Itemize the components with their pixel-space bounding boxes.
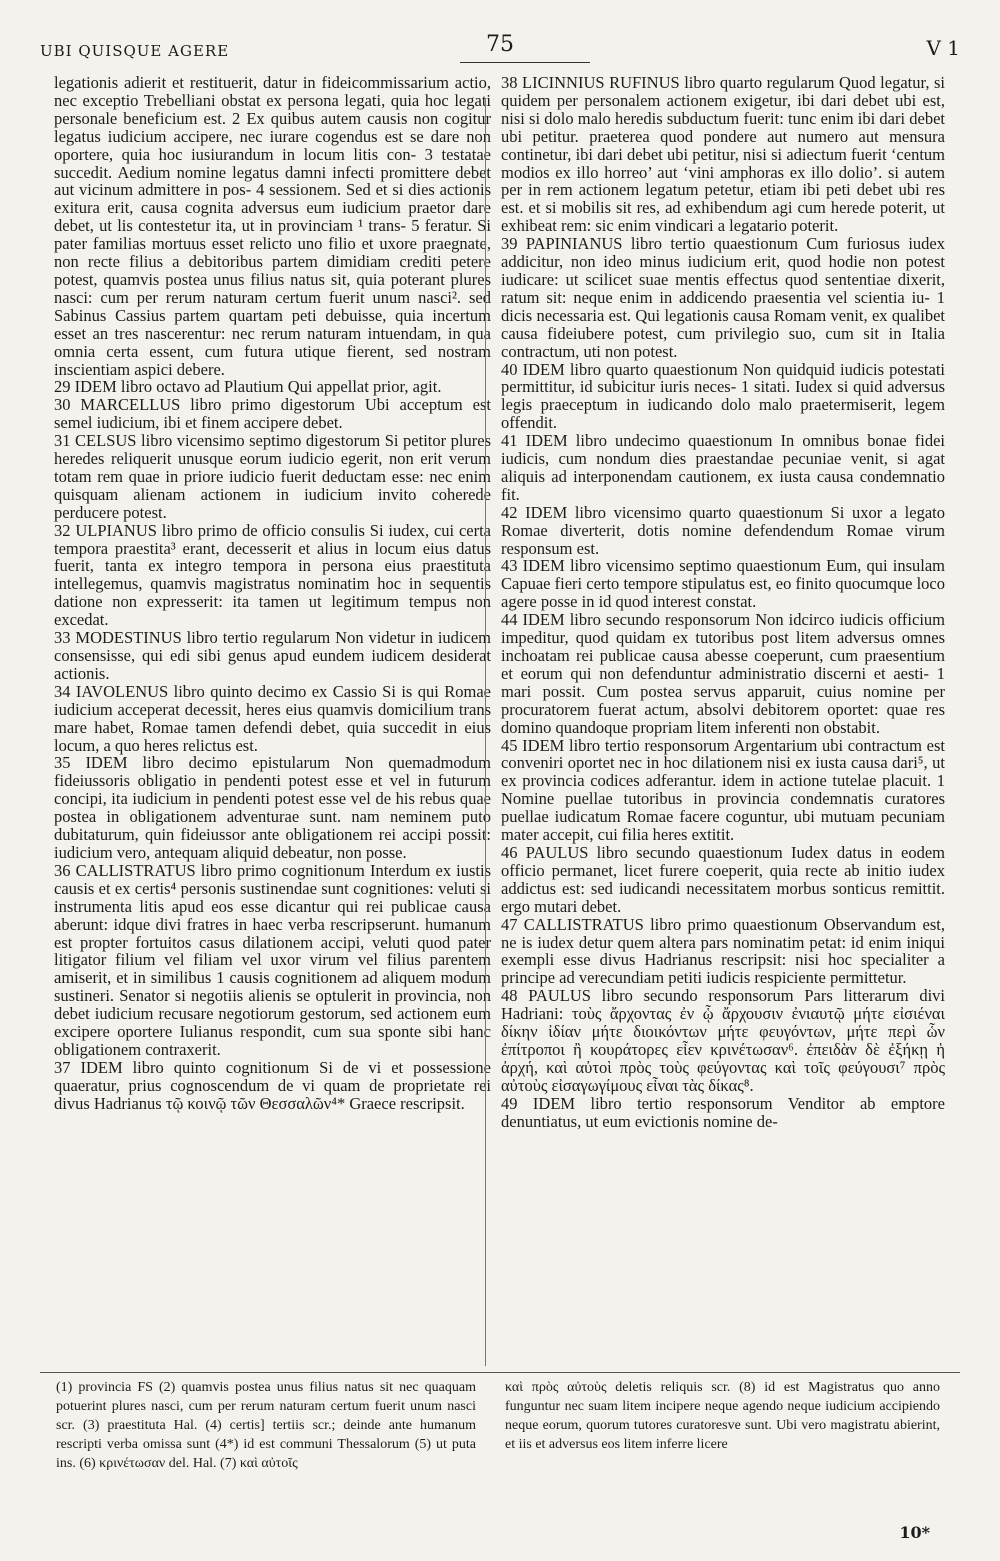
paragraph: 30 MARCELLUS libro primo digestorum Ubi acceptum est semel iudicium, ibi et finem accipere debet. (54, 395, 491, 433)
column-divider (485, 98, 486, 1366)
page-header (40, 28, 960, 68)
paragraph: 45 IDEM libro tertio responsorum Argentarium ubi contractum est conveniri oportet nec in hoc dilationem nisi ex iusta causa dari⁵, ut ex provincia codices adferantur. idem in actione tutelae placuit. 1 Nomine puellae tutoribus in provincia condemnatis curatores puellae iudicatum Romae facere coguntur, ubi mutuam pecuniam mater accepit, cui filia heres extitit. (501, 735, 945, 845)
section-mark: V 1 (926, 36, 960, 60)
paragraph: 39 PAPINIANUS libro tertio quaestionum Cum furiosus iudex addicitur, non ideo minus iudicium erit, quod hodie non potest iudicare: ut scilicet suae mentis effectus quod sententiae dixerit, ratum sit: neque enim in addicendo praesentia vel scientia iu- 1 dicis necessaria est. Qui legationis causa Romam venit, ex qualibet causa fideiubere potest, cum privilegio suo, cum sit in Italia contractum, uti non potest. (501, 234, 945, 361)
paragraph: 31 CELSUS libro vicensimo septimo digestorum Si petitor plures heredes reliquerit unusque eorum iudicio egerit, non erit verum totam rem quae in priore iudicio fuerit deductam esse: nec enim quisquam alienam actionem in iudicium invito coherede perducere potest. (54, 431, 491, 522)
footnotes-left (56, 1378, 476, 1473)
paragraph: legationis adierit et restituerit, datur in fideicommissarium actio, nec exceptio Trebelliani obstat ex persona legati, quia hoc legati personale beneficium est. 2 Ex quibus autem causis non cogitur legatus iudicium accipere, nec iurare cogendus est se dare non oportere, quia hoc iusiurandum in locum litis con- 3 testatae succedit. Aedium nomine legatus damni infecti promittere debet aut vicinum admittere in pos- 4 sessionem. Sed et si dies actionis exitura erit, causa cognita adversus eum iudicium praetor dare debet, ut lis contestetur ita, ut in provinciam ¹ trans- 5 feratur. Si pater familias mortuus esset relicto uno filio et uxore praegnate, non recte filius a debitoribus partem dimidiam crediti petere potest, quamvis postea unus filius natus sit, quia poterant plures nasci: cum per rerum naturam certum fuerit unum nasci². sed Sabinus Cassius partem quartam peti debuisse, quia incertum esset an tres nascerentur: nec rerum naturam intuendam, in qua omnia certa essent, cum futura utique fierent, sed nostram inscientiam aspici debere. (54, 73, 491, 379)
page-number: 75 (486, 32, 514, 57)
running-head: UBI QUISQUE AGERE (40, 42, 230, 60)
right-column (501, 74, 945, 1130)
page-number-rule (460, 62, 590, 63)
paragraph: 43 IDEM libro vicensimo septimo quaestionum Eum, qui insulam Capuae fieri certo tempore stipulatus est, eo finito quocumque loco agere posse in id quod interest constat. (501, 556, 945, 612)
paragraph: 44 IDEM libro secundo responsorum Non idcirco iudicis officium impeditur, quod quidam ex tutoribus post litem adversus omnes inchoatam rei publicae causa abesse coeperunt, cum praesentium et eorum qui non defenduntur administratio discerni et aesti- 1 mari possit. Cum postea servus apparuit, cuius nomine per procuratorem fuerat actum, absolvi debitorem oportet: quae res domino quandoque propriam litem inferenti non obstabit. (501, 610, 945, 737)
paragraph: 47 CALLISTRATUS libro primo quaestionum Observandum est, ne is iudex detur quem altera pars nominatim petat: id enim iniqui exempli esse divus Hadrianus rescripsit: nisi hoc specialiter a principe ad verecundiam petiti iudicis respiciente permittetur. (501, 914, 945, 988)
paragraph: 37 IDEM libro quinto cognitionum Si de vi et possessione quaeratur, prius cognoscendum de vi quam de proprietate rei divus Hadrianus τῷ κοινῷ τῶν Θεσσαλῶν⁴* Graece rescripsit. (54, 1057, 491, 1113)
paragraph: 48 PAULUS libro secundo responsorum Pars litterarum divi Hadriani: τοὺς ἄρχοντας ἐν ᾧ ἄρχουσιν ἐνιαυτῷ μήτε εἰσιέναι δίκην ἰδίαν μήτε διοικόντων μήτε φευγόντων, μήτε περὶ ὧν ἐπίτροποι ἢ κουράτορες εἶεν κρινέτωσαν⁶. ἐπειδὰν δὲ ἐξήκῃ ἡ ἀρχή, καὶ αὐτοὶ πρὸς τοὺς φεύγοντας καὶ τοῖς φεύγουσι⁷ πρὸς αὐτοὺς εἰσαγωγίμους εἶναι τὰς δίκας⁸. (501, 986, 945, 1095)
paragraph: 46 PAULUS libro secundo quaestionum Iudex datus in eodem officio permanet, licet furere coeperit, quia recte ab initio iudex addictus est: sed iudicandi necessitatem morbus sonticus remittit. ergo mutari debet. (501, 842, 945, 916)
paragraph: 36 CALLISTRATUS libro primo cognitionum Interdum ex iustis causis et ex certis⁴ personis sustinendae sunt cognitiones: veluti si instrumenta litis apud eos esse dicantur qui rei publicae causa aberunt: idque divi fratres in haec verba rescripserunt. humanum est propter fortuitos casus dilationem accipi, veluti quod pater litigator filium vel filiam vel uxor virum vel filius parentem amiserit, et in similibus 1 causis cognitionem ad aliquem modum sustineri. Senator si negotiis alienis se optulerit in provincia, non debet iudicium recusare negotiorum gestorum, sed actionem eum excipere oportere Iulianus respondit, cum sua sponte sibi hanc obligationem contraxerit. (54, 860, 491, 1059)
paragraph: 35 IDEM libro decimo epistularum Non quemadmodum fideiussoris obligatio in pendenti potest esse et vel in futurum concipi, ita iudicium in pendenti potest esse vel de his rebus quae postea in obligationem adventurae sunt. nam neminem puto dubitaturum, quin fideiussor ante obligationem rei accipi possit: iudicium vero, antequam aliquid debeatur, non posse. (54, 753, 491, 862)
footnote-text: καὶ πρὸς αὐτοὺς deletis reliquis scr. (8) id est Magistratus quo anno funguntur nec suam litem incipere neque agendo neque iudicium accipiendo neque eorum, quorum tutores curatoresve sunt. Ubi vero magistratu abierint, et iis et adversus eos litem inferre licere (505, 1380, 940, 1452)
paragraph: 29 IDEM libro octavo ad Plautium Qui appellat prior, agit. (54, 377, 442, 397)
paragraph: 38 LICINNIUS RUFINUS libro quarto regularum Quod legatur, si quidem per personalem actionem exigetur, ibi dari debet ubi est, nisi si dolo malo heredis subductum fuerit: tunc enim ibi dari debet ubi petitur. praeterea quod pondere aut numero aut mensura continetur, ibi dari debet ubi petitur, nisi si adiectum fuerit ‘centum modios ex illo horreo’ aut ‘vini amphoras ex illo dolio’. si autem per in rem actionem legatum petetur, etiam ibi peti debet ubi res est. et si mobilis sit res, ad exhibendum agi cum herede poterit, ut exhibeat rem: sic enim vindicari a legatario poterit. (501, 73, 945, 236)
paragraph: 42 IDEM libro vicensimo quarto quaestionum Si uxor a legato Romae diverterit, dotis nomine defendendum Romae virum responsum est. (501, 502, 945, 558)
paragraph: 33 MODESTINUS libro tertio regularum Non videtur in iudicem consensisse, qui edi sibi genus apud eundem iudicem desiderat actionis. (54, 628, 491, 683)
paragraph: 34 IAVOLENUS libro quinto decimo ex Cassio Si is qui Romae iudicium acceperat decessit, heres eius quamvis domicilium trans mare habet, Romae tamen defendi debet, quia succedit in eius locum, a quo heres relictus est. (54, 681, 491, 755)
paragraph: 41 IDEM libro undecimo quaestionum In omnibus bonae fidei iudicis, cum nondum dies praestandae pecuniae venit, si agat aliquis ad interponendam cautionem, ex iusta causa condemnatio fit. (501, 431, 945, 504)
left-column (54, 74, 491, 1113)
signature-mark: 10* (899, 1523, 930, 1542)
footnote-text: (1) provincia FS (2) quamvis postea unus filius natus sit nec quaquam potuerint plures nasci, cum per rerum naturam certum fuerit unum nasci scr. (3) praestituta Hal. (4) certis] tertiis scr.; deinde ante humanum rescripti verba omissa sunt (4*) id est communi Thessalorum (5) ut puta ins. (6) κρινέτωσαν del. Hal. (7) καὶ αὐτοῖς (56, 1380, 476, 1471)
footnotes-rule (40, 1372, 960, 1373)
paragraph: 49 IDEM libro tertio responsorum Venditor ab emptore denuntiatus, ut eum evictionis nomine de- (501, 1093, 945, 1131)
paragraph: 40 IDEM libro quarto quaestionum Non quidquid iudicis potestati permittitur, id subicitur iuris neces- 1 sitati. Iudex si quid adversus legis praeceptum in iudicando dolo malo praetermiserit, legem offendit. (501, 359, 945, 433)
paragraph: 32 ULPIANUS libro primo de officio consulis Si iudex, cui certa tempora praestita³ erant, decesserit et alius in locum eius datus fuerit, tanta ex integro tempora in persona eius praestituta intellegemus, quamvis magistratus nominatim hoc in sequentis datione non expresserit: ita tamen ut legitimum tempus non excedat. (54, 520, 491, 630)
footnotes-right (505, 1378, 940, 1454)
